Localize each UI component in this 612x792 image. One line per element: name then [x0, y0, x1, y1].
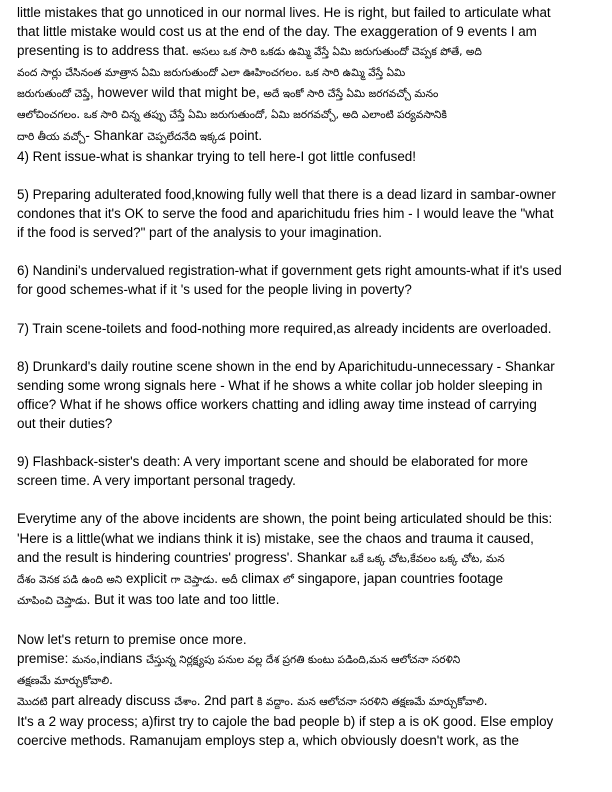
document-body — [17, 3, 602, 751]
text-line: It's a 2 way process; a)first try to cajole the bad people b) if step a is oK good. Else employ — [17, 714, 554, 730]
text-line: 7) Train scene-toilets and food-nothing more required,as already incidents are overloaded. — [17, 320, 552, 336]
text-line: 6) Nandini's undervalued registration-what if government gets right amounts-what if it's used — [17, 263, 562, 279]
text-line: screen time. A very important personal tragedy. — [17, 473, 296, 489]
text-line: 'Here is a little(what we indians think it is) mistake, see the chaos and trauma it caused, — [17, 530, 534, 546]
text-line: ఆలోచించగలం. ఒక సారి చిన్న తప్పు చేస్తే ఏమి జరుగుతుందో, ఏమి జరగవచ్చో, అది ఎలాంటి పర్యవసానికి — [17, 106, 447, 122]
paragraph-2 — [17, 185, 602, 242]
paragraph-4 — [17, 319, 602, 338]
text-line: 8) Drunkard's daily routine scene shown in the end by Aparichitudu-unnecessary - Shankar — [17, 358, 555, 374]
text-line: for good schemes-what if it 's used for the people living in poverty? — [17, 282, 412, 298]
text-line: చూపించి చెప్తాడు. But it was too late and too little. — [17, 591, 280, 607]
text-line: దారి తీయ వచ్చో- Shankar చెప్పలేదనేది ఇక్కడ point. — [17, 127, 263, 143]
text-line: మొదటి part already discuss చేశాం. 2nd part కి వద్దాం. మన ఆలోచనా సరళిని తక్షణమే మార్చుకోవాలి. — [17, 693, 488, 709]
text-line: out their duties? — [17, 415, 113, 431]
paragraph-1 — [17, 3, 602, 166]
text-line: 5) Preparing adulterated food,knowing fully well that there is a dead lizard in sambar-owner — [17, 186, 556, 202]
text-line: Now let's return to premise once more. — [17, 632, 247, 647]
text-line: దేశం వెనక పడి ఉంది అని explicit గా చెప్తాడు. అదీ climax లో singapore, japan countries footage — [17, 570, 504, 586]
paragraph-5 — [17, 357, 602, 433]
text-line: little mistakes that go unnoticed in our normal lives. He is right, but failed to articulate what — [17, 5, 551, 20]
paragraph-3 — [17, 261, 602, 299]
text-line: and the result is hindering countries' progress'. Shankar ఒకే ఒక్క చోట,కేవలం ఒక్క చోట, మన — [17, 549, 505, 565]
text-line: that little mistake would cost us at the end of the day. The exaggeration of 9 events I am — [17, 24, 537, 40]
text-line: office? What if he shows office workers chatting and idling away time instead of carrying — [17, 396, 537, 412]
paragraph-6 — [17, 452, 602, 490]
text-line: presenting is to address that. అసలు ఒక సారి ఒకడు ఉమ్మి వేస్తే ఏమి జరుగుతుందో చెప్పక పోతే, అది — [17, 43, 482, 59]
text-line: 4) Rent issue-what is shankar trying to tell here-I got little confused! — [17, 148, 416, 164]
text-line: if the food is served?" part of the analysis to your imagination. — [17, 225, 383, 241]
text-line: జరుగుతుందో చెప్తే, however wild that might be, అదే ఇంకో సారి చేస్తే ఏమి జరగవచ్చో మనం — [17, 85, 439, 101]
text-line: వంద సార్లు చేసినంత మాత్రాన ఏమి జరుగుతుందో ఎలా ఊహించగలం. ఒక సారి ఉమ్మి వేస్తే ఏమి — [17, 64, 406, 80]
text-line: condones that it's OK to serve the food and aparichitudu fries him - I would leave the "what — [17, 205, 554, 221]
text-line: coercive methods. Ramanujam employs step a, which obviously doesn't work, as the — [17, 733, 519, 749]
text-line: 9) Flashback-sister's death: A very important scene and should be elaborated for more — [17, 454, 528, 470]
text-line: తక్షణమే మార్చుకోవాలి. — [17, 672, 113, 688]
text-line: sending some wrong signals here - What if he shows a white collar job holder sleeping in — [17, 377, 543, 393]
text-line: Everytime any of the above incidents are shown, the point being articulated should be this: — [17, 511, 553, 527]
paragraph-8 — [17, 630, 602, 751]
paragraph-7 — [17, 509, 602, 610]
text-line: premise: మనం,indians చేస్తున్న నిర్లక్ష్యపు పనుల వల్ల దేశ ప్రగతి కుంటు పడింది,మన ఆలోచనా సరళిని — [17, 651, 461, 667]
